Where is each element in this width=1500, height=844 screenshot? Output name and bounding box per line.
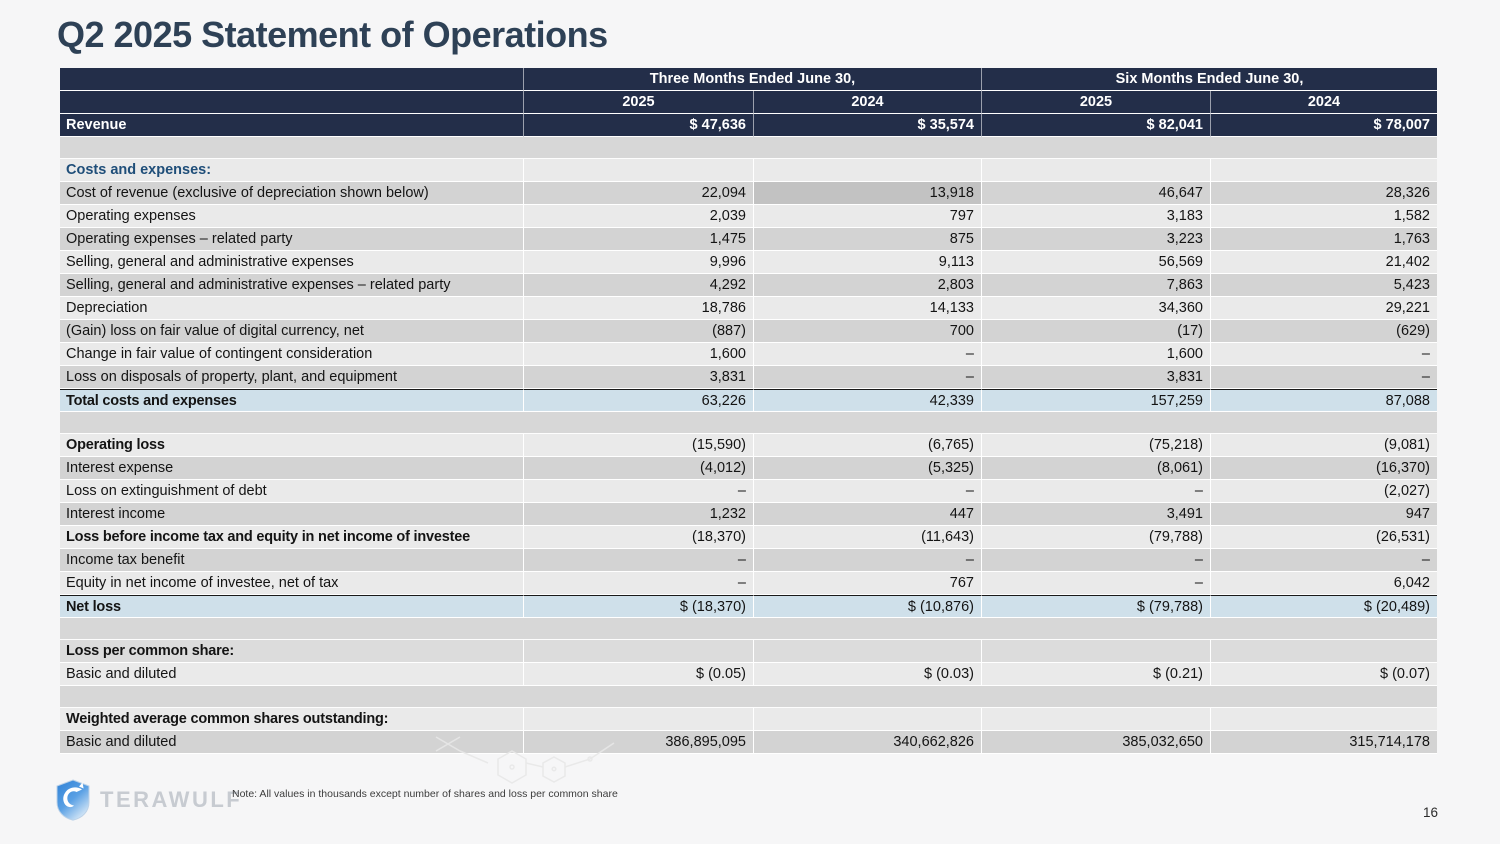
row-label: Interest income: [60, 503, 523, 526]
cell-value: –: [753, 549, 981, 572]
row-label: Income tax benefit: [60, 549, 523, 572]
cell-value: 385,032,650: [981, 731, 1210, 754]
cell-value: 29,221: [1210, 297, 1437, 320]
cell-value: 1,232: [523, 503, 753, 526]
cell-value: $ (0.05): [523, 663, 753, 686]
row-label: Weighted average common shares outstanding:: [60, 708, 523, 731]
cell-value: $ 82,041: [981, 114, 1210, 137]
row-label: Basic and diluted: [60, 663, 523, 686]
row-label: Operating expenses: [60, 205, 523, 228]
cell-value: 1,600: [523, 343, 753, 366]
cell-value: 4,292: [523, 274, 753, 297]
cell-value: 9,996: [523, 251, 753, 274]
cell-value: 1,582: [1210, 205, 1437, 228]
column-group-header: Six Months Ended June 30,: [981, 68, 1437, 91]
cell-value: [523, 708, 753, 731]
row-label: Depreciation: [60, 297, 523, 320]
cell-value: (11,643): [753, 526, 981, 549]
cell-value: –: [1210, 366, 1437, 389]
cell-value: –: [523, 549, 753, 572]
row-label: Loss on disposals of property, plant, and equipment: [60, 366, 523, 389]
cell-value: [981, 640, 1210, 663]
row-label: Loss on extinguishment of debt: [60, 480, 523, 503]
cell-value: 1,600: [981, 343, 1210, 366]
cell-value: (15,590): [523, 434, 753, 457]
cell-value: 767: [753, 572, 981, 595]
cell-value: $ (20,489): [1210, 595, 1437, 618]
cell-value: (6,765): [753, 434, 981, 457]
cell-value: [753, 640, 981, 663]
cell-value: 315,714,178: [1210, 731, 1437, 754]
year-column-header: 2025: [523, 91, 753, 114]
cell-value: 875: [753, 228, 981, 251]
row-label: (Gain) loss on fair value of digital currency, net: [60, 320, 523, 343]
cell-value: 13,918: [753, 182, 981, 205]
cell-value: –: [981, 572, 1210, 595]
cell-value: [523, 159, 753, 182]
row-label: Costs and expenses:: [60, 159, 523, 182]
cell-value: (26,531): [1210, 526, 1437, 549]
cell-value: –: [523, 572, 753, 595]
cell-value: 157,259: [981, 389, 1210, 412]
cell-value: (4,012): [523, 457, 753, 480]
column-group-header: Three Months Ended June 30,: [523, 68, 981, 91]
cell-value: 22,094: [523, 182, 753, 205]
cell-value: (17): [981, 320, 1210, 343]
row-label: Loss per common share:: [60, 640, 523, 663]
cell-value: 46,647: [981, 182, 1210, 205]
row-label: Change in fair value of contingent consideration: [60, 343, 523, 366]
cell-value: [981, 708, 1210, 731]
cell-value: 1,763: [1210, 228, 1437, 251]
cell-value: 3,831: [981, 366, 1210, 389]
cell-value: [753, 159, 981, 182]
cell-value: 42,339: [753, 389, 981, 412]
header-corner-cell: [60, 91, 523, 114]
cell-value: (629): [1210, 320, 1437, 343]
cell-value: (18,370): [523, 526, 753, 549]
cell-value: $ (10,876): [753, 595, 981, 618]
footnote: Note: All values in thousands except number of shares and loss per common share: [232, 788, 618, 800]
cell-value: 3,491: [981, 503, 1210, 526]
cell-value: (9,081): [1210, 434, 1437, 457]
cell-value: –: [753, 366, 981, 389]
wolf-shield-icon: [55, 779, 91, 821]
row-label: Basic and diluted: [60, 731, 523, 754]
row-label: Equity in net income of investee, net of tax: [60, 572, 523, 595]
row-label: Total costs and expenses: [60, 389, 523, 412]
cell-value: (79,788): [981, 526, 1210, 549]
cell-value: [523, 640, 753, 663]
cell-value: –: [1210, 343, 1437, 366]
cell-value: [1210, 640, 1437, 663]
row-label: Loss before income tax and equity in net income of investee: [60, 526, 523, 549]
cell-value: [753, 708, 981, 731]
cell-value: –: [981, 549, 1210, 572]
cell-value: 1,475: [523, 228, 753, 251]
cell-value: 386,895,095: [523, 731, 753, 754]
cell-value: 3,831: [523, 366, 753, 389]
row-label: Operating expenses – related party: [60, 228, 523, 251]
row-label: Cost of revenue (exclusive of depreciation shown below): [60, 182, 523, 205]
cell-value: 21,402: [1210, 251, 1437, 274]
cell-value: $ (79,788): [981, 595, 1210, 618]
cell-value: 797: [753, 205, 981, 228]
cell-value: –: [753, 480, 981, 503]
cell-value: $ (0.07): [1210, 663, 1437, 686]
header-corner-cell: [60, 68, 523, 91]
row-label: Interest expense: [60, 457, 523, 480]
cell-value: 2,039: [523, 205, 753, 228]
cell-value: 340,662,826: [753, 731, 981, 754]
cell-value: $ (0.21): [981, 663, 1210, 686]
cell-value: 447: [753, 503, 981, 526]
cell-value: (5,325): [753, 457, 981, 480]
row-label: Net loss: [60, 595, 523, 618]
cell-value: –: [523, 480, 753, 503]
cell-value: 5,423: [1210, 274, 1437, 297]
cell-value: (16,370): [1210, 457, 1437, 480]
cell-value: [981, 159, 1210, 182]
cell-value: 9,113: [753, 251, 981, 274]
spacer-strip: [60, 618, 1437, 640]
cell-value: 18,786: [523, 297, 753, 320]
row-label: Operating loss: [60, 434, 523, 457]
year-column-header: 2024: [753, 91, 981, 114]
cell-value: 3,183: [981, 205, 1210, 228]
cell-value: –: [1210, 549, 1437, 572]
cell-value: 2,803: [753, 274, 981, 297]
spacer-strip: [60, 412, 1437, 434]
cell-value: [1210, 159, 1437, 182]
cell-value: 87,088: [1210, 389, 1437, 412]
cell-value: 34,360: [981, 297, 1210, 320]
cell-value: (8,061): [981, 457, 1210, 480]
year-column-header: 2025: [981, 91, 1210, 114]
cell-value: (75,218): [981, 434, 1210, 457]
terawulf-wordmark: TERAWULF: [100, 787, 243, 812]
spacer-strip: [60, 686, 1437, 708]
cell-value: 3,223: [981, 228, 1210, 251]
cell-value: –: [981, 480, 1210, 503]
cell-value: $ 47,636: [523, 114, 753, 137]
page-title: Q2 2025 Statement of Operations: [57, 14, 608, 55]
row-label: Revenue: [60, 114, 523, 137]
cell-value: 56,569: [981, 251, 1210, 274]
page-number: 16: [1422, 805, 1438, 820]
cell-value: –: [753, 343, 981, 366]
cell-value: [1210, 708, 1437, 731]
cell-value: $ (18,370): [523, 595, 753, 618]
row-label: Selling, general and administrative expenses: [60, 251, 523, 274]
year-column-header: 2024: [1210, 91, 1437, 114]
cell-value: (887): [523, 320, 753, 343]
statement-of-operations-table: [60, 68, 1437, 754]
cell-value: $ 78,007: [1210, 114, 1437, 137]
cell-value: 63,226: [523, 389, 753, 412]
cell-value: 7,863: [981, 274, 1210, 297]
cell-value: 28,326: [1210, 182, 1437, 205]
row-label: Selling, general and administrative expenses – related party: [60, 274, 523, 297]
cell-value: (2,027): [1210, 480, 1437, 503]
cell-value: $ 35,574: [753, 114, 981, 137]
terawulf-logo: [55, 779, 242, 821]
cell-value: 947: [1210, 503, 1437, 526]
cell-value: 14,133: [753, 297, 981, 320]
cell-value: 6,042: [1210, 572, 1437, 595]
cell-value: 700: [753, 320, 981, 343]
cell-value: $ (0.03): [753, 663, 981, 686]
spacer-strip: [60, 137, 1437, 159]
